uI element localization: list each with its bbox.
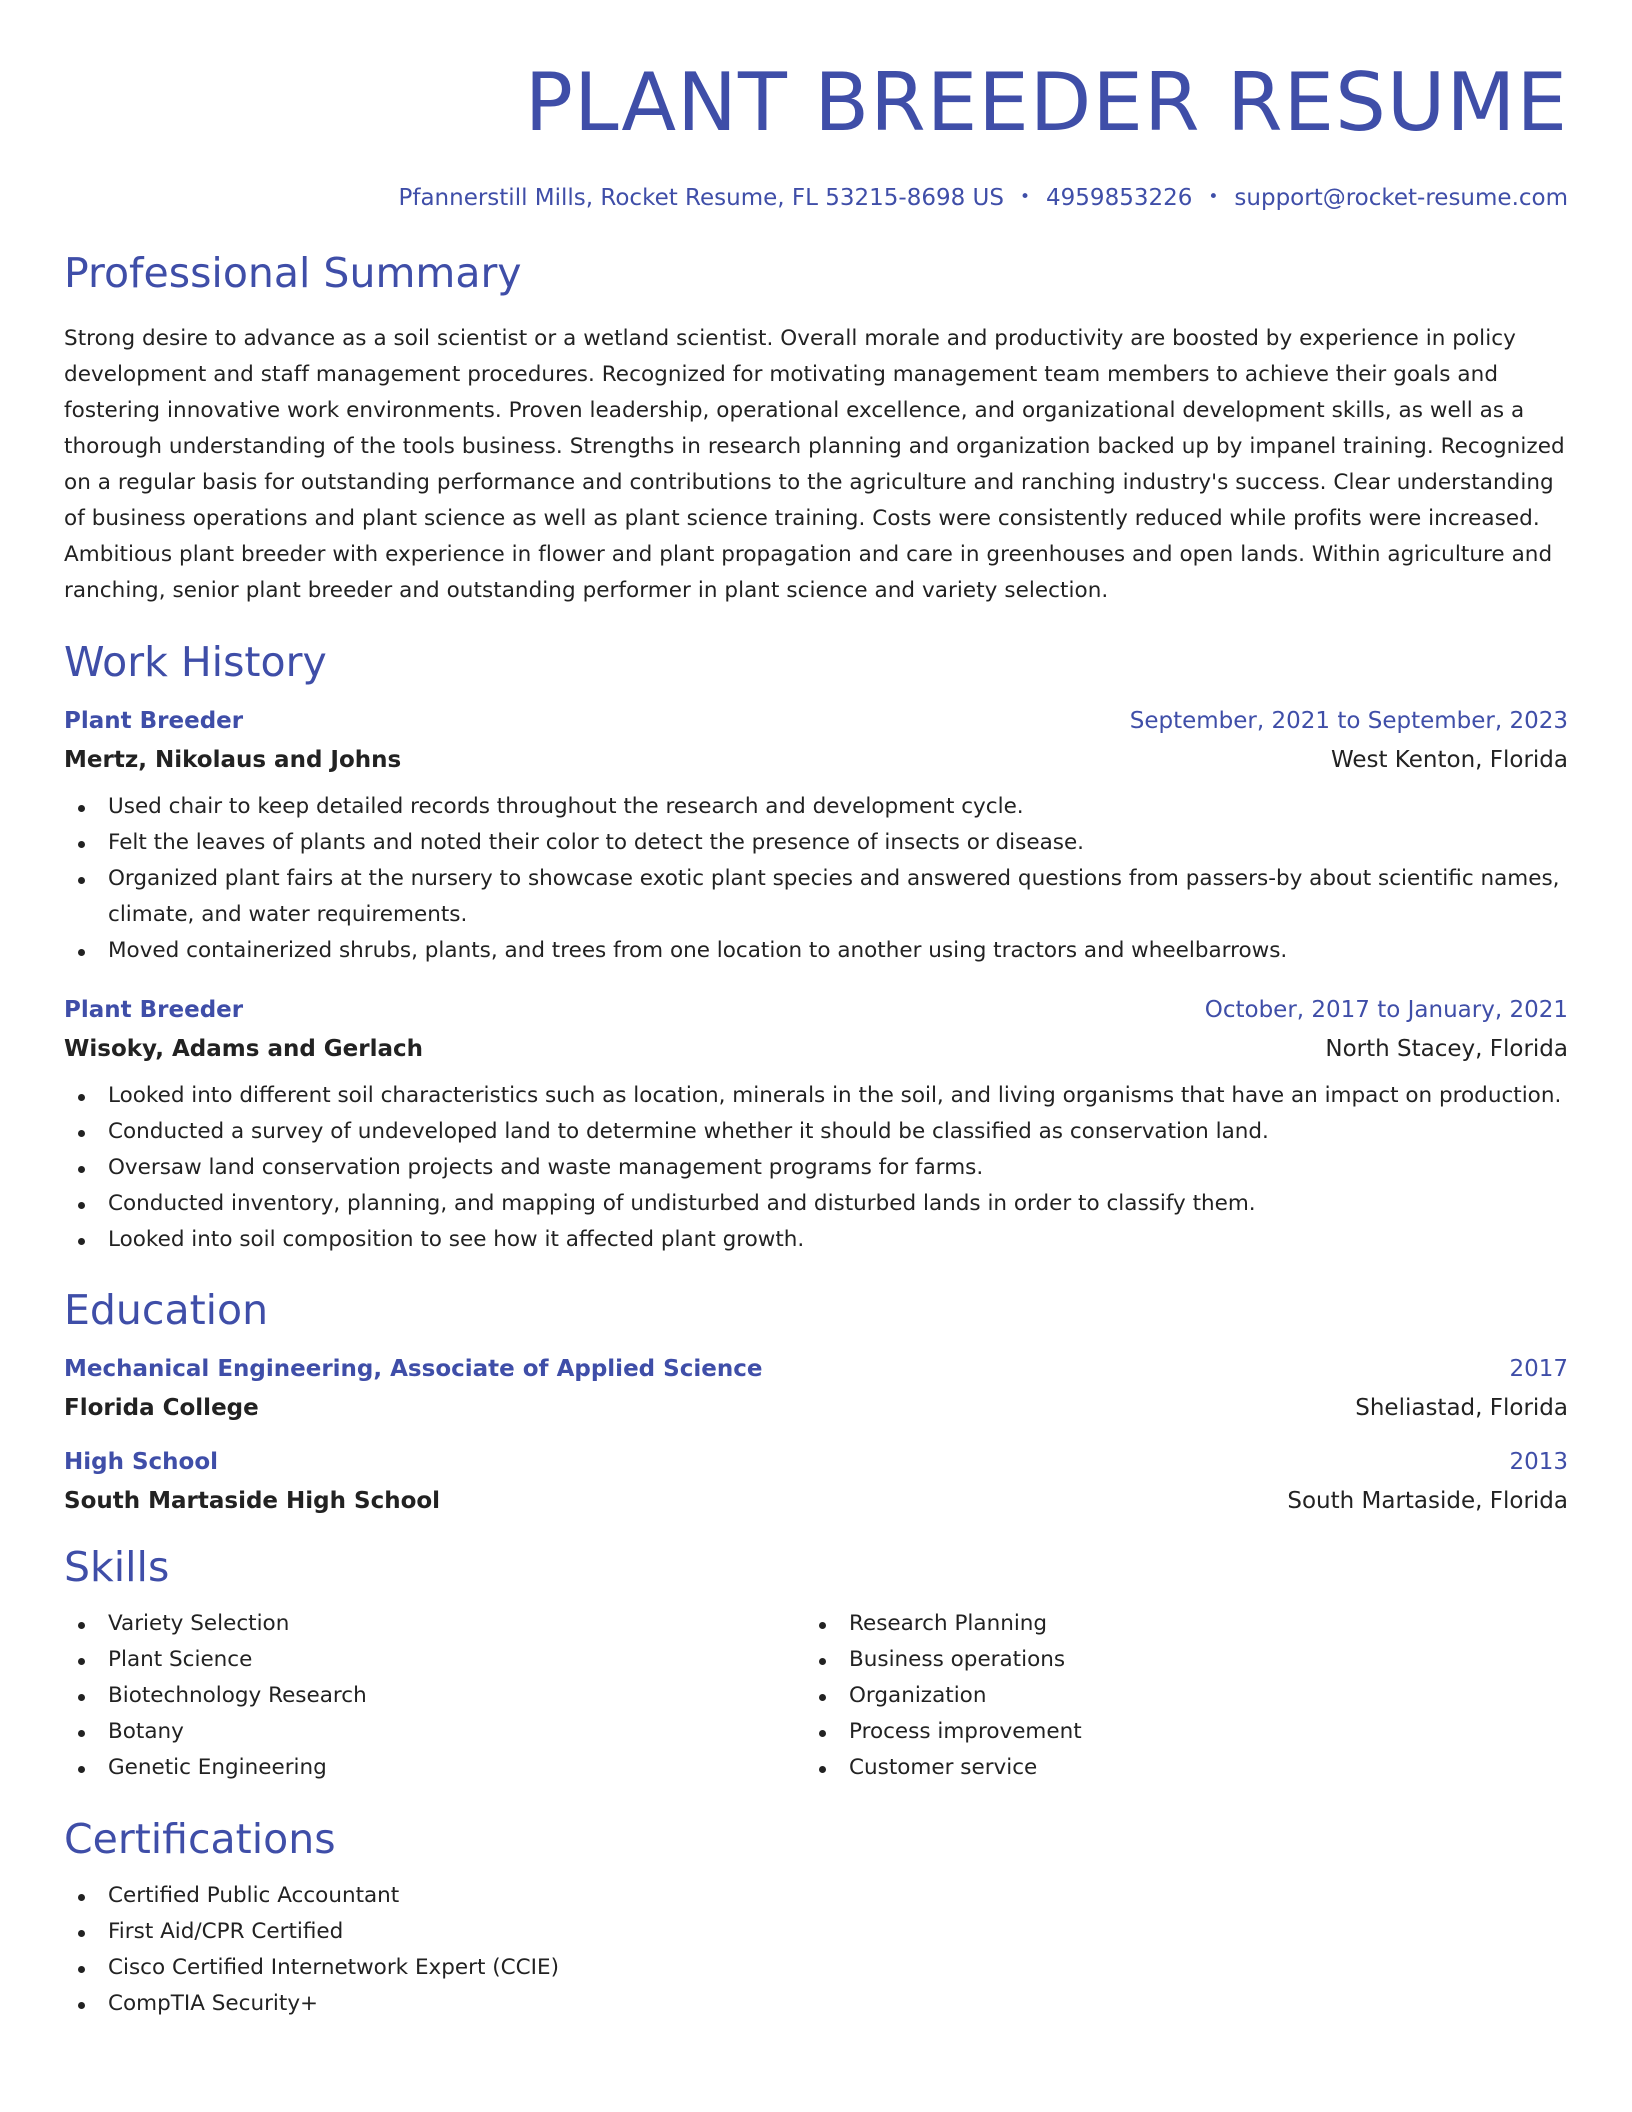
list-item: Organized plant fairs at the nursery to showcase exotic plant species and answered questions from passers-by about scientific names, climate, and water requirements. xyxy=(64,861,1568,933)
bullet-icon xyxy=(78,1730,85,1737)
list-item: Business operations xyxy=(805,1642,1546,1678)
list-item: Looked into different soil characteristics such as location, minerals in the soil, and living organisms that have an impact on production. xyxy=(64,1078,1568,1114)
list-item: Oversaw land conservation projects and waste management programs for farms. xyxy=(64,1150,1568,1186)
list-item: Customer service xyxy=(805,1750,1546,1786)
skills-list-left xyxy=(64,1606,805,1786)
list-item: Research Planning xyxy=(805,1606,1546,1642)
job-location: North Stacey, Florida xyxy=(1325,1036,1568,1062)
list-item: Process improvement xyxy=(805,1714,1546,1750)
list-item: Certified Public Accountant xyxy=(64,1878,1568,1914)
list-item: Conducted a survey of undeveloped land to determine whether it should be classified as conservation land. xyxy=(64,1114,1568,1150)
section-title-skills: Skills xyxy=(64,1543,170,1591)
job-header xyxy=(64,710,1568,733)
phone: 4959853226 xyxy=(1046,185,1193,211)
job-position: Plant Breeder xyxy=(64,708,244,734)
list-item: Looked into soil composition to see how it affected plant growth. xyxy=(64,1222,1568,1258)
bullet-icon xyxy=(78,1094,85,1101)
bullet-icon xyxy=(819,1766,826,1773)
list-item: Botany xyxy=(64,1714,805,1750)
education-school: South Martaside High School xyxy=(64,1488,441,1514)
bullet-icon xyxy=(78,1202,85,1209)
education-degree: High School xyxy=(64,1449,219,1475)
bullet-icon xyxy=(78,805,85,812)
education-location: South Martaside, Florida xyxy=(1287,1488,1568,1514)
bullet-icon xyxy=(819,1694,826,1701)
bullet-icon xyxy=(819,1730,826,1737)
education-school: Florida College xyxy=(64,1395,259,1421)
job-subheader xyxy=(64,1038,1568,1061)
job-company: Mertz, Nikolaus and Johns xyxy=(64,747,402,773)
section-title-summary: Professional Summary xyxy=(64,249,522,297)
list-item: Cisco Certified Internetwork Expert (CCIE) xyxy=(64,1950,1568,1986)
list-item: Moved containerized shrubs, plants, and trees from one location to another using tractors and wheelbarrows. xyxy=(64,933,1568,969)
list-item: CompTIA Security+ xyxy=(64,1986,1568,2022)
education-year: 2013 xyxy=(1509,1449,1568,1475)
address: Pfannerstill Mills, Rocket Resume, FL 53215-8698 US xyxy=(398,185,1004,211)
list-item: Genetic Engineering xyxy=(64,1750,805,1786)
job-dates: October, 2017 to January, 2021 xyxy=(1204,997,1568,1023)
separator-dot: • xyxy=(1208,187,1219,207)
education-year: 2017 xyxy=(1509,1356,1568,1382)
summary-text: Strong desire to advance as a soil scientist or a wetland scientist. Overall morale and productivity are boosted by experience in policy development and staff management procedures. Recognized for motivating management team members to achieve their goals and fostering innovative work environments. Proven leadership, operational excellence, and organizational development skills, as well as a thorough understanding of the tools business. Strengths in research planning and organization backed up by impanel training. Recognized on a regular basis for outstanding performance and contributions to the agriculture and ranching industry's success. Clear understanding of business operations and plant science as well as plant science training. Costs were consistently reduced while profits were increased. Ambitious plant breeder with experience in flower and plant propagation and care in greenhouses and open lands. Within agriculture and ranching, senior plant breeder and outstanding performer in plant science and variety selection. xyxy=(64,326,1565,603)
list-item: Conducted inventory, planning, and mapping of undisturbed and disturbed lands in order to classify them. xyxy=(64,1186,1568,1222)
job-company: Wisoky, Adams and Gerlach xyxy=(64,1036,424,1062)
section-title-work-history: Work History xyxy=(64,638,327,686)
bullet-icon xyxy=(78,1894,85,1901)
bullet-icon xyxy=(78,841,85,848)
education-header xyxy=(64,1451,1568,1474)
section-title-certifications: Certifications xyxy=(64,1815,336,1863)
skills-grid xyxy=(64,1606,1568,1786)
job-position: Plant Breeder xyxy=(64,997,244,1023)
bullet-icon xyxy=(78,1658,85,1665)
resume-title: PLANT BREEDER RESUME xyxy=(524,56,1568,149)
list-item: Organization xyxy=(805,1678,1546,1714)
certifications-list xyxy=(64,1878,1568,2022)
section-title-education: Education xyxy=(64,1286,269,1334)
bullet-icon xyxy=(78,2002,85,2009)
bullet-icon xyxy=(78,1766,85,1773)
bullet-icon xyxy=(78,877,85,884)
list-item: Felt the leaves of plants and noted their color to detect the presence of insects or disease. xyxy=(64,825,1568,861)
bullet-icon xyxy=(78,949,85,956)
list-item: Biotechnology Research xyxy=(64,1678,805,1714)
job-bullets xyxy=(64,789,1568,969)
bullet-icon xyxy=(78,1694,85,1701)
list-item: Plant Science xyxy=(64,1642,805,1678)
job-location: West Kenton, Florida xyxy=(1330,747,1568,773)
education-entry xyxy=(64,1451,1568,1513)
job-subheader xyxy=(64,749,1568,772)
job-bullets xyxy=(64,1078,1568,1258)
bullet-icon xyxy=(78,1930,85,1937)
contact-line xyxy=(64,187,1568,210)
bullet-icon xyxy=(78,1166,85,1173)
bullet-icon xyxy=(819,1658,826,1665)
list-item: Used chair to keep detailed records throughout the research and development cycle. xyxy=(64,789,1568,825)
education-header xyxy=(64,1358,1568,1381)
education-location: Sheliastad, Florida xyxy=(1355,1395,1568,1421)
bullet-icon xyxy=(78,1238,85,1245)
list-item: First Aid/CPR Certified xyxy=(64,1914,1568,1950)
skills-list-right xyxy=(805,1606,1546,1786)
email: support@rocket-resume.com xyxy=(1234,185,1568,211)
job-dates: September, 2021 to September, 2023 xyxy=(1129,708,1568,734)
education-subheader xyxy=(64,1397,1568,1420)
education-entry xyxy=(64,1358,1568,1420)
bullet-icon xyxy=(819,1622,826,1629)
education-subheader xyxy=(64,1490,1568,1513)
job-entry xyxy=(64,999,1568,1258)
job-header xyxy=(64,999,1568,1022)
education-degree: Mechanical Engineering, Associate of Applied Science xyxy=(64,1356,763,1382)
bullet-icon xyxy=(78,1130,85,1137)
bullet-icon xyxy=(78,1966,85,1973)
bullet-icon xyxy=(78,1622,85,1629)
separator-dot: • xyxy=(1020,187,1031,207)
list-item: Variety Selection xyxy=(64,1606,805,1642)
job-entry xyxy=(64,710,1568,969)
